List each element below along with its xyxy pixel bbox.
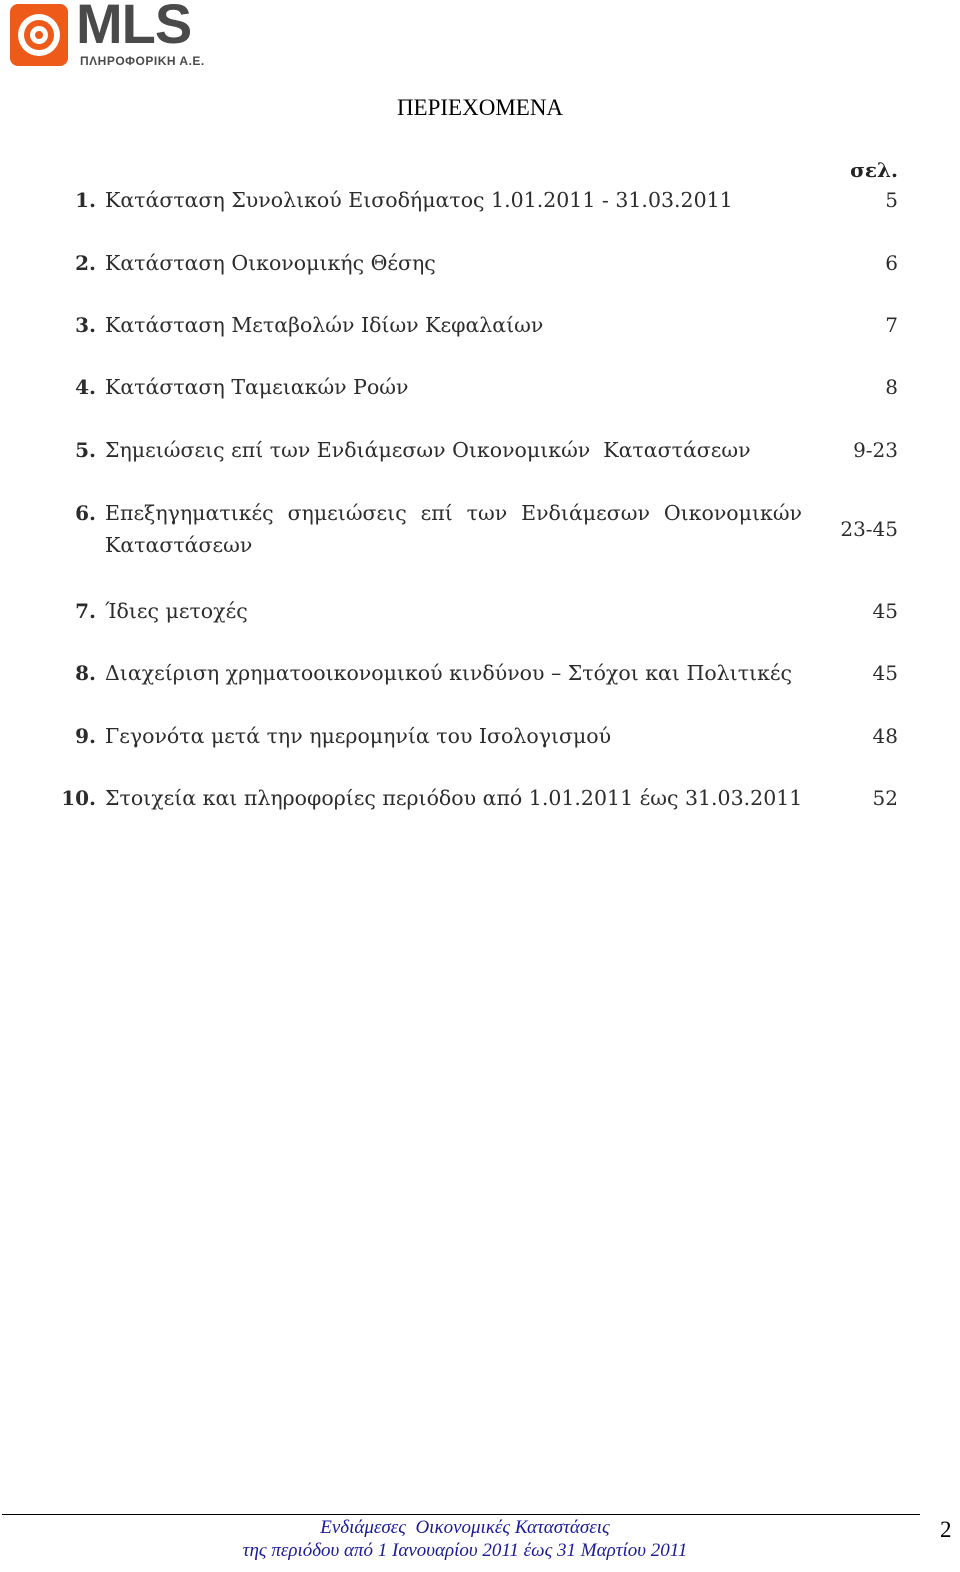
toc-entry-page: 48 <box>872 724 898 748</box>
toc-entry-page: 8 <box>885 375 898 399</box>
toc-entry-title: Κατάσταση Μεταβολών Ιδίων Κεφαλαίων <box>105 313 544 337</box>
toc-entry-page: 23-45 <box>840 517 898 541</box>
logo-subtitle: ΠΛΗΡΟΦΟΡΙΚΗ Α.Ε. <box>80 54 205 68</box>
toc-entry-title: Διαχείριση χρηματοοικονομικού κινδύνου – Στόχοι και Πολιτικές <box>105 661 793 685</box>
toc-page-column-header: σελ. <box>850 158 898 182</box>
mls-circle-logo-icon <box>10 4 68 66</box>
toc-entry-page: 52 <box>872 786 898 810</box>
toc-entry-title <box>105 497 802 561</box>
toc-entry-title-line1: Επεξηγηματικές σημειώσεις επί των Ενδιάμεσων Οικονομικών <box>105 501 802 525</box>
toc-entry-number: 1. <box>75 188 96 212</box>
toc-entry-page: 9-23 <box>853 438 898 462</box>
toc-entry-number: 8. <box>75 661 96 685</box>
page-title: ΠΕΡΙΕΧΟΜΕΝΑ <box>396 95 564 120</box>
toc-entry-page: 45 <box>872 661 898 685</box>
toc-entry-title: Ίδιες μετοχές <box>105 599 248 623</box>
toc-entry-title: Γεγονότα μετά την ημερομηνία του Ισολογισμού <box>105 724 612 748</box>
toc-entry-number: 6. <box>75 501 96 525</box>
page-footer <box>0 1516 930 1562</box>
toc-entry-page: 6 <box>885 251 898 275</box>
logo-wordmark: MLS <box>76 0 192 55</box>
footer-divider <box>2 1514 920 1515</box>
toc-entry-number: 4. <box>75 375 96 399</box>
footer-line-2: της περιόδου από 1 Ιανουαρίου 2011 έως 31 Μαρτίου 2011 <box>242 1540 688 1561</box>
toc-entry-number: 3. <box>75 313 96 337</box>
toc-entry-title: Στοιχεία και πληροφορίες περιόδου από 1.01.2011 έως 31.03.2011 <box>105 786 803 810</box>
toc-entry-page: 45 <box>872 599 898 623</box>
company-logo <box>8 2 238 68</box>
toc-entry-number: 7. <box>75 599 96 623</box>
toc-entry-title: Κατάσταση Οικονομικής Θέσης <box>105 251 436 275</box>
toc-entry-number: 2. <box>75 251 96 275</box>
toc-entry-page: 7 <box>885 313 898 337</box>
footer-line-1: Ενδιάμεσες Οικονομικές Καταστάσεις <box>320 1517 610 1538</box>
toc-entry-number: 5. <box>75 438 96 462</box>
toc-entry-number: 10. <box>61 786 96 810</box>
toc-entry-title: Κατάσταση Ταμειακών Ροών <box>105 375 409 399</box>
page-number: 2 <box>940 1517 952 1542</box>
toc-entry-title: Σημειώσεις επί των Ενδιάμεσων Οικονομικών Καταστάσεων <box>105 438 751 462</box>
toc-entry-title-line2: Καταστάσεων <box>105 533 253 557</box>
toc-entry-page: 5 <box>885 188 898 212</box>
toc-entry-title: Κατάσταση Συνολικού Εισοδήματος 1.01.2011 - 31.03.2011 <box>105 188 733 212</box>
toc-entry-number: 9. <box>75 724 96 748</box>
